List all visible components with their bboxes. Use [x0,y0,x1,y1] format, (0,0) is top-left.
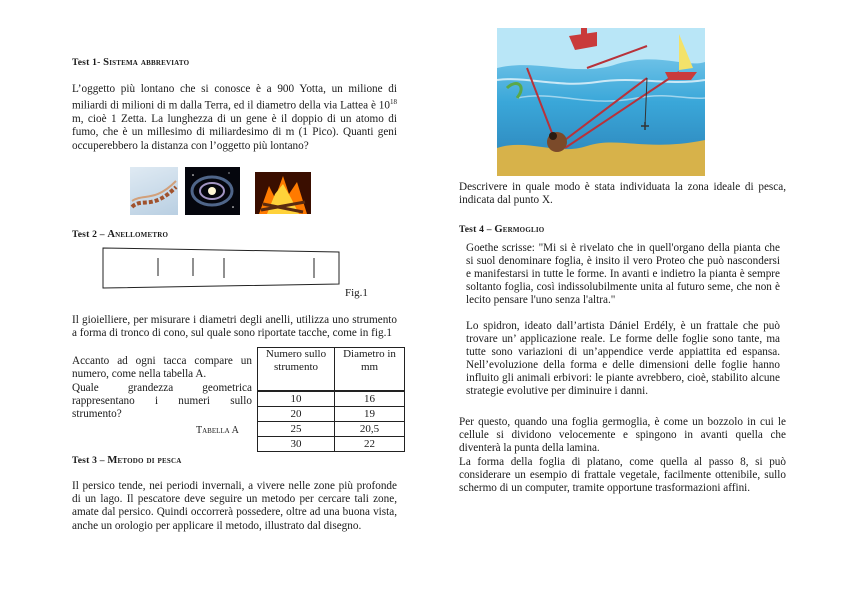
dna-chain-image [130,167,178,215]
table-header-numero: Numero sullo strumento [258,348,335,392]
fishing-illustration [497,28,705,176]
table-a [257,347,405,452]
test4-para1: Lo spidron, ideato dall’artista Dániel Erdély, è un frattale che può trovare un’ applicazione reale. Le forme delle foglie sono tante, ma tutte sono variazioni di un’appendice verde appiattita ed espansa. Nell’evoluzione della forma e delle dimensioni delle foglie hanno influito gli animali erbivori: le piante avrebbero, cioè, stabilito alcune strategie evolutive per diminuire i danni. [466,320,780,397]
table-cell: 10 [258,391,335,407]
test1-body-pre: L’oggetto più lontano che si conosce è a 900 Yotta, un milione di miliardi di milioni di m dalla Terra, ed il diametro della via Lattea è 10 [72,83,397,112]
table-cell: 30 [258,437,335,452]
figure-label: Fig.1 [345,287,368,299]
test1-heading-title: Sistema abbreviato [103,57,190,68]
test1-heading-prefix: Test 1- [72,57,101,68]
table-cell: 19 [335,407,405,422]
test3-heading-title: Metodo di pesca [107,455,182,466]
table-row [258,391,405,407]
test3-body: Il persico tende, nei periodi invernali, a vivere nelle zone più profonde di un lago. Il pescatore deve seguire un metodo per cercare tali zone, amate dal persico. Quindi occorrerà possedere, oltre ad una buona vista, anche un orologio per applicare il metodo, illustrato dal disegno. [72,480,397,532]
test2-para1: Il gioielliere, per misurare i diametri degli anelli, utilizza uno strumento a forma di tronco di cono, sul quale sono riportate tacche, come in fig.1 [72,314,397,340]
test4-heading-title: Germoglio [494,224,545,235]
table-row [258,437,405,452]
test4-para3: La forma della foglia di platano, come quella al passo 8, si può considerare un esempio di frattale vegetale, facilmente ottenibile, sullo schermo di un computer, tramite opportune trasformazioni affini. [459,456,786,494]
galaxy-image [185,167,240,215]
test1-heading [72,57,189,68]
ring-gauge-figure [102,246,342,290]
test3-heading [72,455,182,466]
table-caption: Tabella A [196,425,239,436]
test1-body-post: m, cioè 1 Zetta. La lunghezza di un gene è il doppio di un atomo di fumo, che è un millesimo di miliardesimo di m (1 Pico). Quanti geni occuperebbero la distanza con l’oggetto più lontano? [72,113,397,152]
test2-para2b: Quale grandezza geometrica rappresentano i numeri sullo strumento? [72,382,252,421]
test4-heading [459,224,544,235]
test1-body [72,83,397,153]
table-cell: 22 [335,437,405,452]
table-row [258,407,405,422]
test3-heading-prefix: Test 3 – [72,455,105,466]
fire-image [255,172,311,214]
table-header-diametro: Diametro in mm [335,348,405,392]
test2-para2a: Accanto ad ogni tacca compare un numero, come nella tabella A. [72,355,252,381]
test4-para2: Per questo, quando una foglia germoglia, è come un bozzolo in cui le cellule si dividono velocemente e spingono in avanti quella che diventerà la punta della lamina. [459,416,786,454]
test1-body-exponent: 18 [390,98,397,107]
test2-heading-prefix: Test 2 – [72,229,105,240]
table-row [258,422,405,437]
test2-heading-title: Anellometro [107,229,169,240]
table-cell: 25 [258,422,335,437]
test2-heading [72,229,168,240]
test4-quote: Goethe scrisse: "Mi si è rivelato che in quell'organo della pianta che si suol denominare foglia, è insito il vero Proteo che può nascondersi e manifestarsi in tutte le forme. In avanti e indietro la pianta è sempre soltanto foglia, così indissolubilmente unita al futuro seme, che non è lecito pensare l'uno senza l'altra." [466,242,780,306]
table-cell: 20 [258,407,335,422]
table-cell: 20,5 [335,422,405,437]
test3-question: Descrivere in quale modo è stata individuata la zona ideale di pesca, indicata dal punto X. [459,181,786,207]
test4-heading-prefix: Test 4 – [459,224,492,235]
table-cell: 16 [335,391,405,407]
table-header-row [258,348,405,392]
